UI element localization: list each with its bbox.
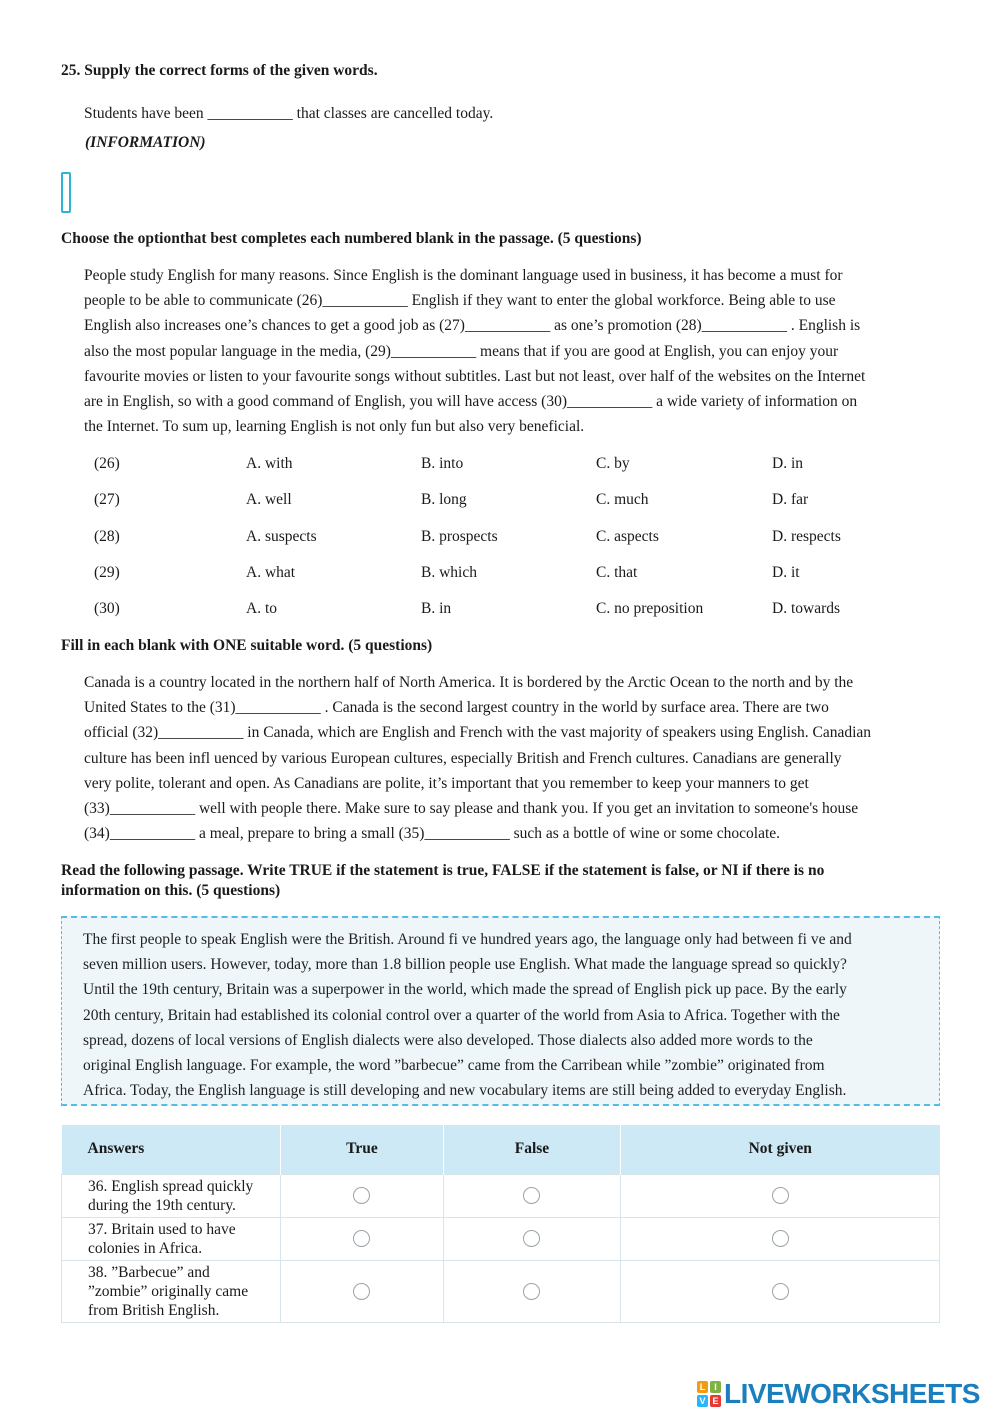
mc-passage-line: are in English, so with a good command of English, you will have access (30)___________ a wide variety of information on bbox=[84, 393, 858, 411]
question-number: (30) bbox=[94, 600, 120, 617]
option-d[interactable]: D. towards bbox=[772, 600, 841, 617]
question-number: (29) bbox=[94, 564, 120, 581]
mc-option-row-30 bbox=[0, 597, 1000, 621]
not-given-cell bbox=[621, 1260, 940, 1322]
radio-false[interactable] bbox=[523, 1187, 540, 1204]
radio-not-given[interactable] bbox=[772, 1230, 789, 1247]
statement-line: colonies in Africa. bbox=[88, 1239, 203, 1257]
option-d[interactable]: D. far bbox=[772, 491, 809, 508]
logo-tile: E bbox=[710, 1395, 721, 1407]
statement-line: 38. ”Barbecue” and bbox=[88, 1263, 210, 1281]
mc-passage-line: People study English for many reasons. Since English is the dominant language used in business, it has become a must for bbox=[84, 267, 843, 284]
question-number: (26) bbox=[94, 455, 120, 472]
option-c[interactable]: C. much bbox=[596, 491, 649, 508]
option-b[interactable]: B. which bbox=[421, 564, 477, 581]
fill-passage-line: (33)___________ well with people there. Make sure to say please and thank you. If you get an invitation to someone's house bbox=[84, 800, 859, 818]
statement-cell bbox=[62, 1174, 281, 1217]
header-not-given: Not given bbox=[621, 1125, 940, 1174]
radio-true[interactable] bbox=[353, 1230, 370, 1247]
reading-passage-line: seven million users. However, today, more than 1.8 billion people use English. What made the language spread so quickly? bbox=[83, 956, 847, 974]
logo-mark-icon bbox=[697, 1381, 721, 1407]
logo-tile: I bbox=[710, 1381, 721, 1393]
true-cell bbox=[281, 1174, 444, 1217]
not-given-cell bbox=[621, 1217, 940, 1260]
option-d[interactable]: D. respects bbox=[772, 528, 841, 545]
mc-passage-line: English also increases one’s chances to get a good job as (27)___________ as one’s promotion (28)___________ . English is bbox=[84, 317, 861, 335]
option-a[interactable]: A. well bbox=[246, 491, 292, 508]
statement-line: from British English. bbox=[88, 1301, 220, 1319]
option-b[interactable]: B. prospects bbox=[421, 528, 498, 545]
option-d[interactable]: D. it bbox=[772, 564, 800, 581]
radio-not-given[interactable] bbox=[772, 1283, 789, 1300]
mc-option-row-26 bbox=[0, 452, 1000, 476]
radio-false[interactable] bbox=[523, 1230, 540, 1247]
false-cell bbox=[443, 1174, 620, 1217]
statement-cell bbox=[62, 1217, 281, 1260]
logo-text: LIVEWORKSHEETS bbox=[724, 1378, 980, 1409]
fill-passage-line: very polite, tolerant and open. As Canadians are polite, it’s important that you remember to keep your manners to get bbox=[84, 774, 809, 792]
table-header-row bbox=[62, 1125, 940, 1174]
true-false-table bbox=[61, 1125, 940, 1323]
reading-passage-line: Until the 19th century, Britain was a superpower in the world, which made the spread of English pick up pace. By the early bbox=[83, 981, 847, 999]
mc-passage-line: favourite movies or listen to your favourite songs without subtitles. Last but not least, over half of the websites on the Internet bbox=[84, 367, 866, 385]
reading-passage-line: spread, dozens of local versions of English dialects were also developed. Those dialects also added more words to the bbox=[83, 1031, 813, 1049]
logo-tile: L bbox=[697, 1381, 708, 1393]
option-a[interactable]: A. suspects bbox=[246, 528, 317, 545]
question-number: (27) bbox=[94, 491, 120, 508]
mc-passage bbox=[84, 263, 944, 439]
option-b[interactable]: B. long bbox=[421, 491, 467, 508]
statement-cell bbox=[62, 1260, 281, 1322]
not-given-cell bbox=[621, 1174, 940, 1217]
table-row bbox=[62, 1174, 940, 1217]
mc-passage-line: also the most popular language in the media, (29)___________ means that if you are good at English, you can enjoy your bbox=[84, 342, 839, 360]
q25-sentence-before: Students have been bbox=[84, 105, 204, 122]
option-d[interactable]: D. in bbox=[772, 455, 803, 472]
table-row bbox=[62, 1217, 940, 1260]
fill-passage bbox=[84, 670, 944, 846]
fill-passage-line: Canada is a country located in the northern half of North America. It is bordered by the Arctic Ocean to the north and by the bbox=[84, 674, 854, 691]
question-number: (28) bbox=[94, 528, 120, 545]
reading-passage-line: original English language. For example, the word ”barbecue” came from the Carribean while ”zombie” originated from bbox=[83, 1057, 825, 1075]
liveworksheets-logo bbox=[697, 1379, 980, 1409]
reading-passage-box bbox=[61, 916, 940, 1106]
reading-passage-line: Africa. Today, the English language is still developing and new vocabulary items are still being added to everyday English. bbox=[83, 1082, 847, 1100]
option-a[interactable]: A. with bbox=[246, 455, 293, 472]
reading-passage-line: The first people to speak English were the British. Around fi ve hundred years ago, the language only had between fi ve and bbox=[83, 931, 852, 948]
fill-passage-line: culture has been infl uenced by various European cultures, especially British and French cultures. Canadians are generally bbox=[84, 749, 842, 767]
fill-passage-line: official (32)___________ in Canada, which are English and French with the vast majority of speakers using English. Canadian bbox=[84, 724, 872, 742]
statement-line: ”zombie” originally came bbox=[88, 1282, 249, 1300]
option-b[interactable]: B. in bbox=[421, 600, 452, 617]
reading-heading-line: information on this. (5 questions) bbox=[61, 882, 281, 899]
fill-section-heading: Fill in each blank with ONE suitable word. (5 questions) bbox=[61, 637, 433, 654]
q25-blank: ___________ bbox=[207, 105, 293, 122]
q25-sentence-after: that classes are cancelled today. bbox=[296, 105, 494, 122]
statement-line: during the 19th century. bbox=[88, 1196, 236, 1214]
reading-passage bbox=[83, 927, 852, 1103]
radio-true[interactable] bbox=[353, 1283, 370, 1300]
mc-option-row-29 bbox=[0, 561, 1000, 585]
statement-line: 37. Britain used to have bbox=[88, 1220, 236, 1238]
true-cell bbox=[281, 1260, 444, 1322]
option-c[interactable]: C. aspects bbox=[596, 528, 659, 545]
option-c[interactable]: C. no preposition bbox=[596, 600, 704, 617]
false-cell bbox=[443, 1260, 620, 1322]
mc-section-heading: Choose the optionthat best completes each numbered blank in the passage. (5 questions) bbox=[61, 230, 642, 247]
fill-passage-line: United States to the (31)___________ . Canada is the second largest country in the world by surface area. There are two bbox=[84, 699, 829, 717]
option-c[interactable]: C. that bbox=[596, 564, 638, 581]
header-answers: Answers bbox=[62, 1125, 281, 1174]
q25-word-hint: (INFORMATION) bbox=[85, 134, 206, 151]
reading-passage-line: 20th century, Britain had established its colonial control over a quarter of the world from Asia to Africa. Together with the bbox=[83, 1006, 840, 1024]
q25-answer-input[interactable] bbox=[61, 172, 71, 213]
table-row bbox=[62, 1260, 940, 1322]
q25-heading: 25. Supply the correct forms of the given words. bbox=[61, 62, 378, 79]
mc-passage-line: people to be able to communicate (26)___________ English if they want to enter the global workforce. Being able to use bbox=[84, 292, 836, 310]
option-a[interactable]: A. what bbox=[246, 564, 296, 581]
mc-option-row-28 bbox=[0, 525, 1000, 549]
mc-option-row-27 bbox=[0, 488, 1000, 512]
false-cell bbox=[443, 1217, 620, 1260]
header-false: False bbox=[443, 1125, 620, 1174]
header-true: True bbox=[281, 1125, 444, 1174]
reading-section-heading bbox=[61, 861, 824, 901]
statement-line: 36. English spread quickly bbox=[88, 1177, 254, 1195]
fill-passage-line: (34)___________ a meal, prepare to bring a small (35)___________ such as a bottle of wine or some chocolate. bbox=[84, 825, 781, 843]
q25-sentence bbox=[84, 101, 944, 126]
mc-passage-line: the Internet. To sum up, learning English is not only fun but also very beneficial. bbox=[84, 418, 585, 436]
logo-tile: V bbox=[697, 1395, 708, 1407]
radio-false[interactable] bbox=[523, 1283, 540, 1300]
option-b[interactable]: B. into bbox=[421, 455, 464, 472]
option-c[interactable]: C. by bbox=[596, 455, 630, 472]
reading-heading-line: Read the following passage. Write TRUE if the statement is true, FALSE if the statement is false, or NI if there is no bbox=[61, 862, 825, 879]
radio-not-given[interactable] bbox=[772, 1187, 789, 1204]
option-a[interactable]: A. to bbox=[246, 600, 277, 617]
radio-true[interactable] bbox=[353, 1187, 370, 1204]
true-cell bbox=[281, 1217, 444, 1260]
